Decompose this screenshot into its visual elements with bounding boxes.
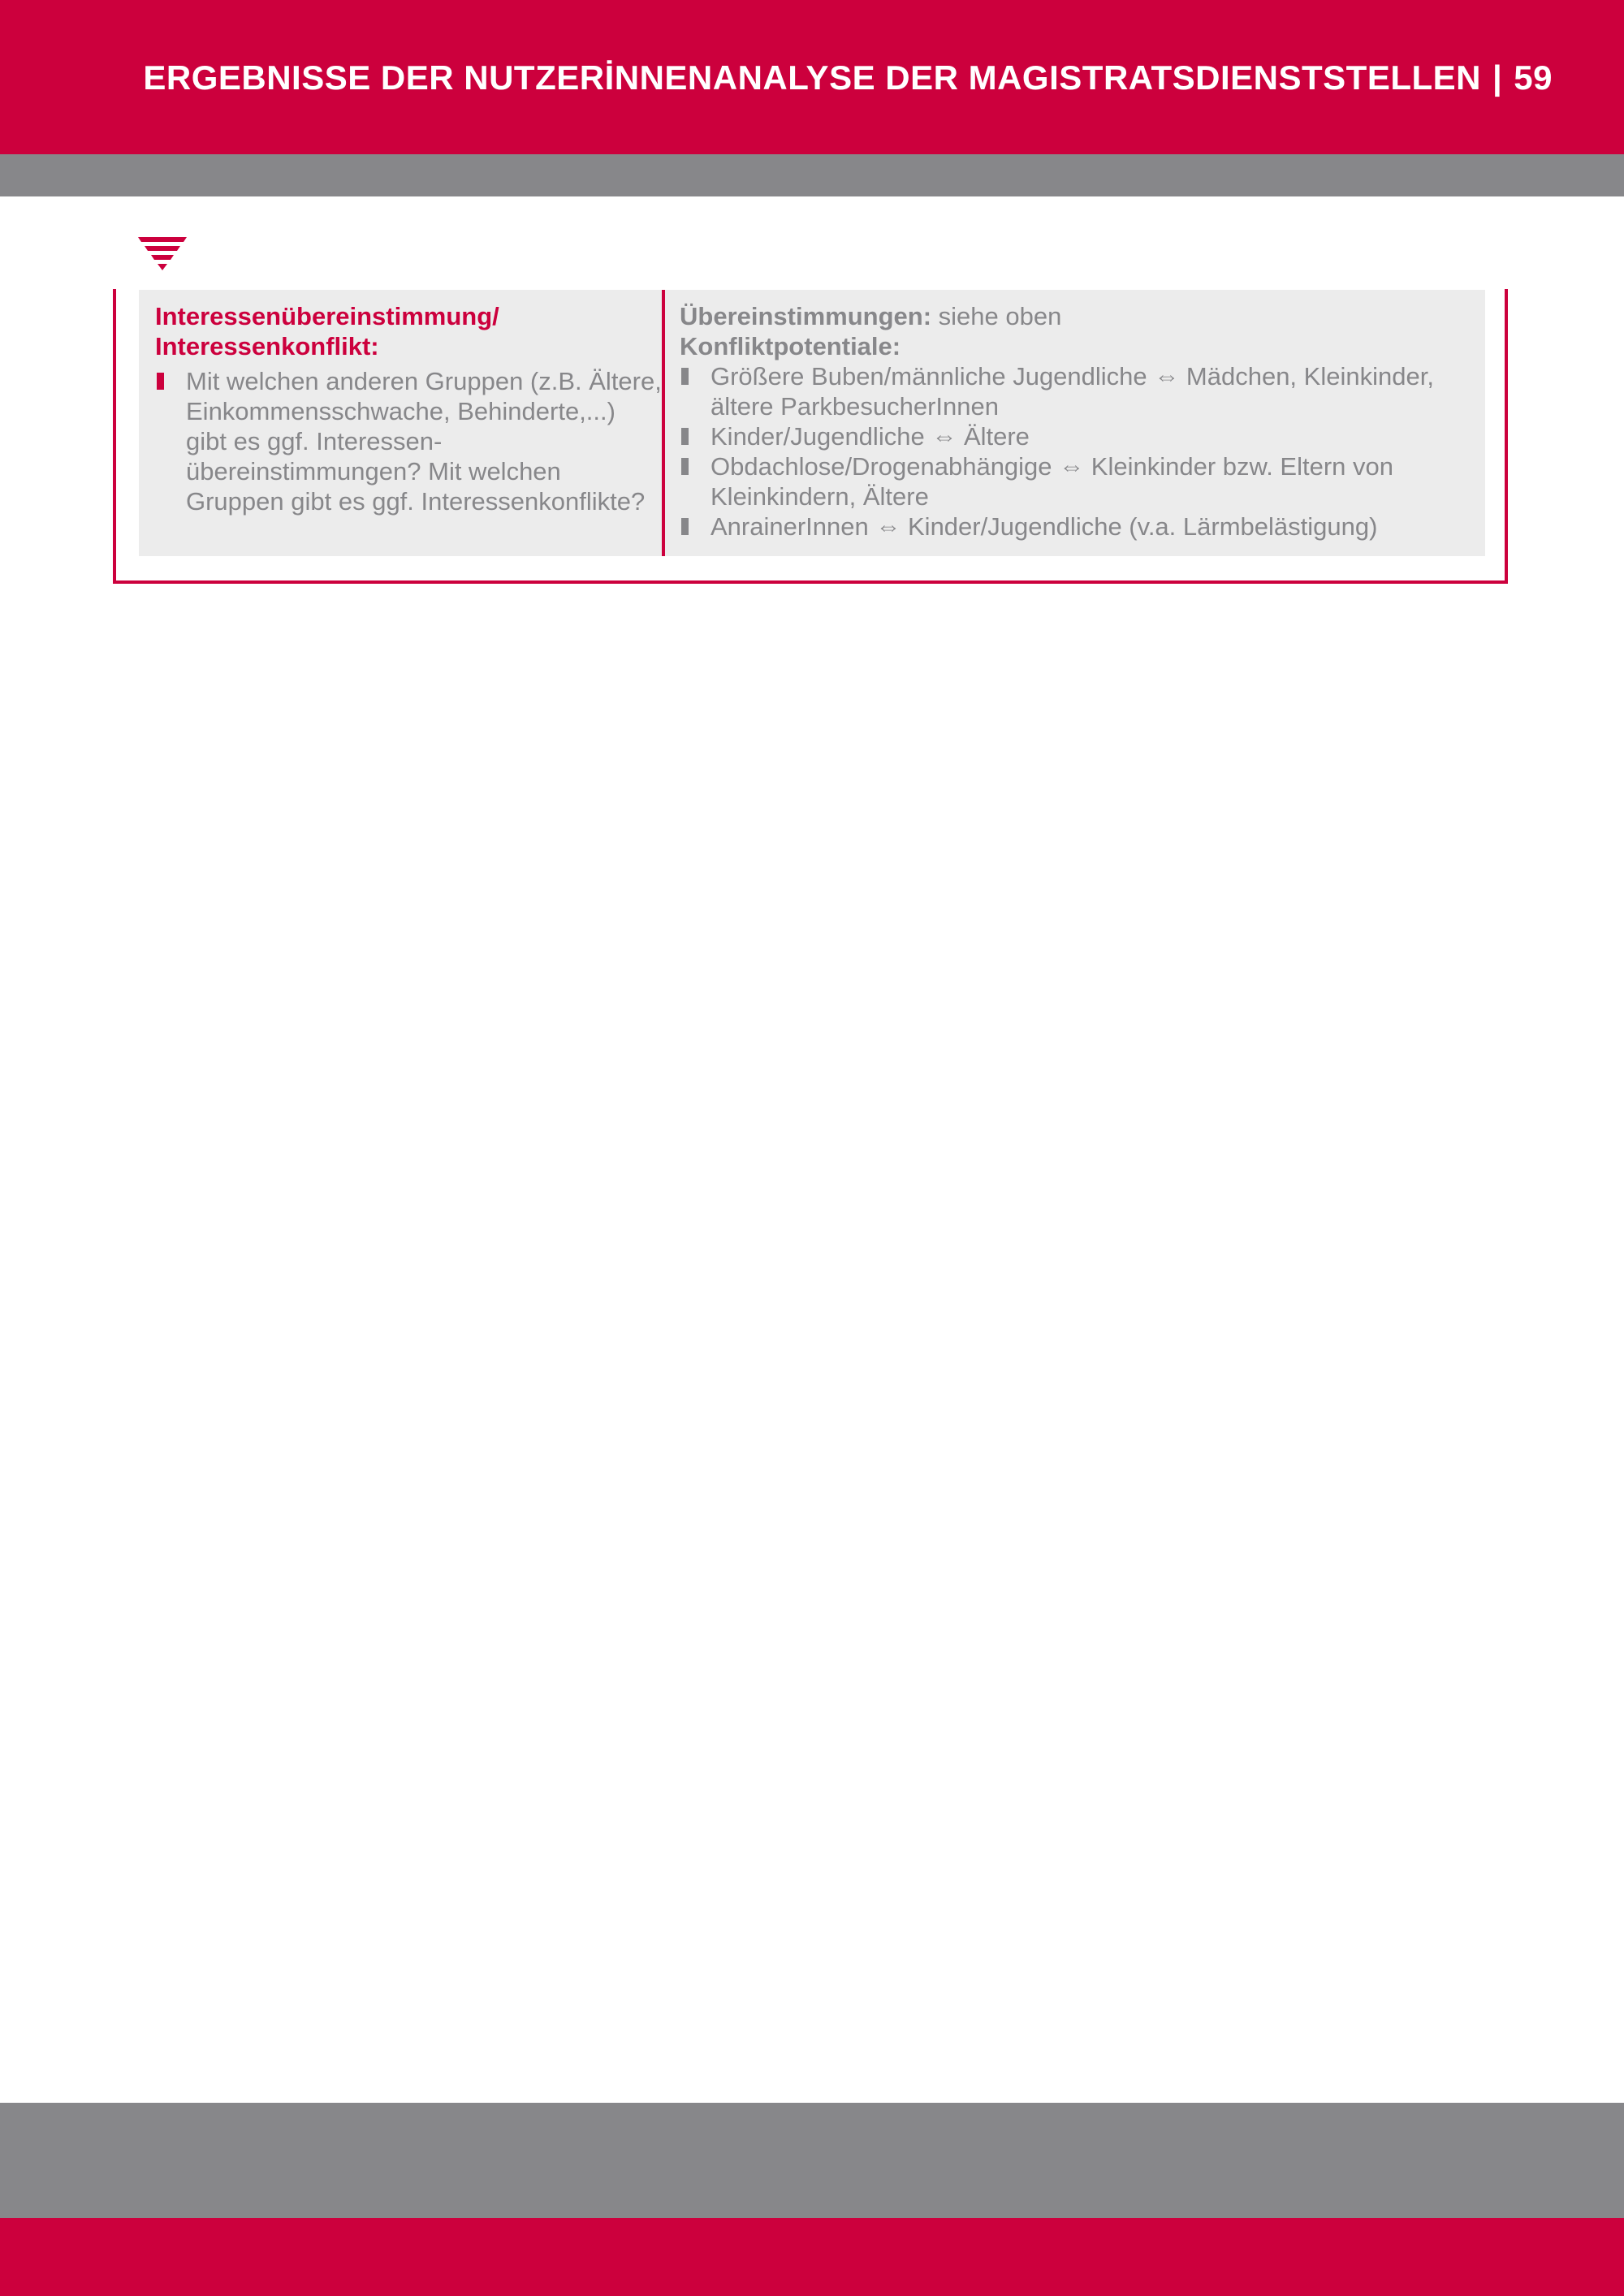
- conflict-right: Kinder/Jugendliche (v.a. Lärmbelästigung): [908, 512, 1378, 541]
- conflict-left: Kinder/Jugendliche: [710, 422, 925, 451]
- footer-red-band: [0, 2218, 1624, 2296]
- conflict-right: Mädchen, Kleinkinder, ältere ParkbesucherInnen: [710, 362, 1434, 421]
- header-separator: |: [1492, 58, 1503, 97]
- list-item: [680, 451, 1485, 511]
- conflict-right: Kleinkinder bzw. Eltern von Kleinkindern, Ältere: [710, 452, 1393, 511]
- conflict-right: Ältere: [963, 422, 1030, 451]
- double-arrow-icon: ⇔: [875, 512, 901, 541]
- conflict-list: [680, 361, 1485, 542]
- question-heading-line2: Interessenkonflikt:: [155, 332, 379, 360]
- conflict-left: Größere Buben/männliche Jugendliche: [710, 362, 1147, 391]
- double-arrow-icon: ⇔: [1059, 452, 1085, 481]
- double-arrow-icon: ⇔: [931, 422, 957, 451]
- agreement-label: Übereinstimmungen:: [680, 302, 932, 330]
- bullet-icon: [681, 458, 689, 475]
- page-number: 59: [1514, 58, 1553, 97]
- answer-cell: [665, 290, 1485, 556]
- question-text: Mit welchen anderen Gruppen (z.B. Ältere, Einkommensschwache, Behinderte,...) gibt es ggf. Interessen-übereinstimmungen? Mit welchen Gruppen gibt es ggf. Interessenkonflikte?: [186, 367, 662, 516]
- bullet-icon: [681, 428, 689, 445]
- bullet-icon: [681, 368, 689, 385]
- list-item: [680, 361, 1485, 421]
- header-band: [0, 0, 1624, 154]
- double-arrow-icon: ⇔: [1154, 362, 1180, 391]
- conflict-left: AnrainerInnen: [710, 512, 869, 541]
- header-title: ERGEBNISSE DER NUTZERİNNENANALYSE DER MAGISTRATSDIENSTSTELLEN: [143, 58, 1482, 97]
- agreement-value: siehe oben: [938, 302, 1062, 330]
- question-list: [155, 366, 662, 516]
- agreement-line: [680, 301, 1485, 331]
- question-heading: [155, 301, 662, 361]
- question-heading-line1: Interessenübereinstimmung/: [155, 302, 499, 330]
- list-item: [680, 511, 1485, 542]
- running-header: [143, 58, 1553, 97]
- list-item: [680, 421, 1485, 451]
- conflict-left: Obdachlose/Drogenabhängige: [710, 452, 1052, 481]
- question-cell: [139, 290, 665, 556]
- bullet-icon: [157, 373, 164, 390]
- header-grey-band: [0, 154, 1624, 196]
- analysis-table: [139, 290, 1485, 556]
- red-striped-triangle-icon: [138, 237, 187, 271]
- footer-grey-band: [0, 2103, 1624, 2218]
- conflict-label: Konfliktpotentiale:: [680, 332, 901, 360]
- bullet-icon: [681, 518, 689, 535]
- list-item: [155, 366, 662, 516]
